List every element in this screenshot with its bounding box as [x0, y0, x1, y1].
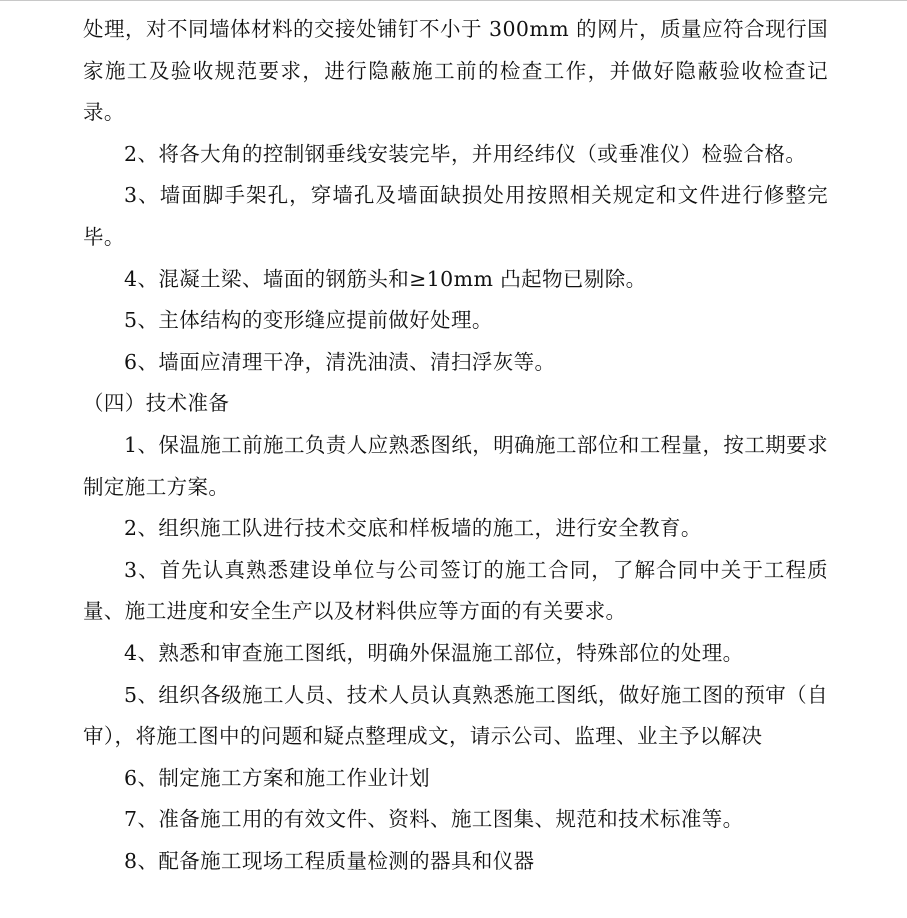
tech-item-7: 7、准备施工用的有效文件、资料、施工图集、规范和技术标准等。	[124, 807, 744, 832]
paragraph-continuation: 处理，对不同墙体材料的交接处铺钉不小于 300mm 的网片，质量应符合现行国家施工及验收规范要求，进行隐蔽施工前的检查工作，并做好隐蔽验收检查记录。	[83, 17, 828, 125]
section-heading: （四）技术准备	[83, 391, 230, 416]
tech-item-3: 3、首先认真熟悉建设单位与公司签订的施工合同，了解合同中关于工程质量、施工进度和安全生产以及材料供应等方面的有关要求。	[83, 557, 828, 624]
tech-item-1: 1、保温施工前施工负责人应熟悉图纸，明确施工部位和工程量，按工期要求制定施工方案。	[83, 432, 828, 499]
tech-item-5: 5、组织各级施工人员、技术人员认真熟悉施工图纸，做好施工图的预审（自审），将施工图中的问题和疑点整理成文，请示公司、监理、业主予以解决	[83, 682, 828, 749]
tech-item-8: 8、配备施工现场工程质量检测的器具和仪器	[124, 848, 535, 873]
paragraph-item-5: 5、主体结构的变形缝应提前做好处理。	[124, 308, 493, 333]
paragraph-item-3: 3、墙面脚手架孔，穿墙孔及墙面缺损处用按照相关规定和文件进行修整完毕。	[83, 183, 828, 249]
tech-item-4: 4、熟悉和审查施工图纸，明确外保温施工部位，特殊部位的处理。	[124, 640, 744, 665]
document-body	[83, 9, 828, 882]
paragraph-item-4: 4、混凝土梁、墙面的钢筋头和≥10mm 凸起物已剔除。	[124, 266, 647, 291]
tech-item-2: 2、组织施工队进行技术交底和样板墙的施工，进行安全教育。	[124, 516, 702, 541]
paragraph-item-6: 6、墙面应清理干净，清洗油渍、清扫浮灰等。	[124, 349, 556, 374]
paragraph-item-2: 2、将各大角的控制钢垂线安装完毕，并用经纬仪（或垂准仪）检验合格。	[124, 141, 807, 166]
tech-item-6: 6、制定施工方案和施工作业计划	[124, 765, 431, 790]
